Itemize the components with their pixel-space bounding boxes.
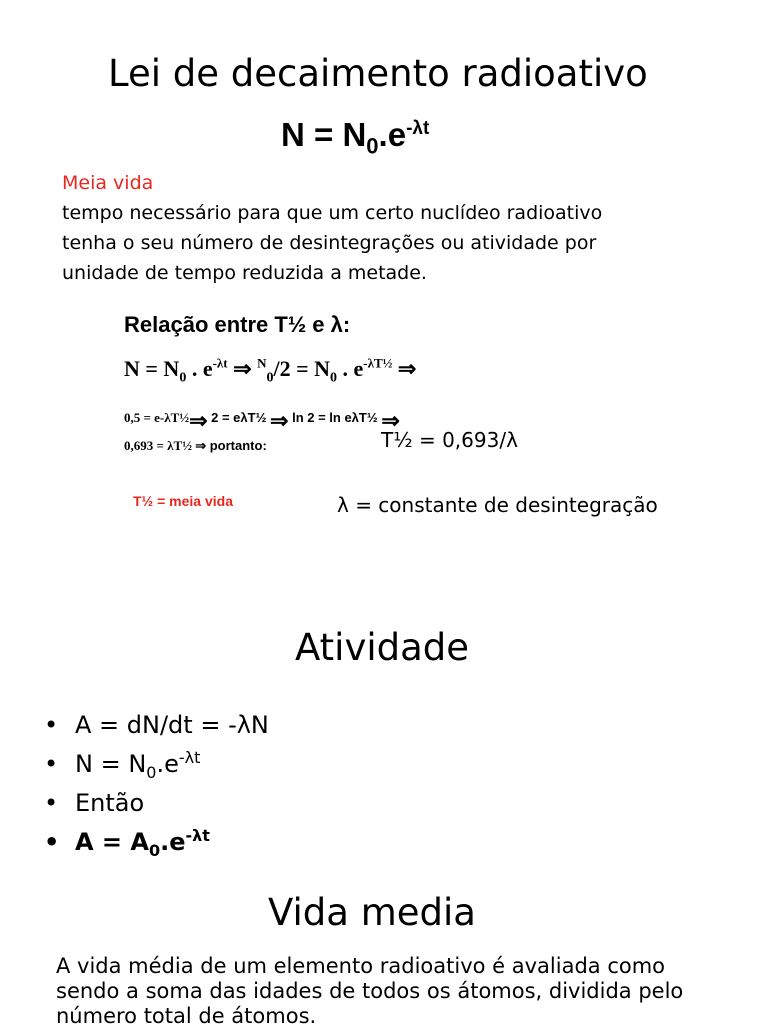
mean-life-title: Vida media (268, 891, 476, 934)
eq1-b: . e (186, 356, 213, 381)
decay-title: Lei de decaimento radioativo (108, 52, 648, 95)
activity-bullet-1 (44, 706, 269, 745)
bullet-4-sub: 0 (148, 840, 161, 860)
activity-bullet-3-text: Então (75, 789, 145, 817)
eq2-arrow-2: ⇒ (270, 408, 289, 433)
activity-bullet-2 (44, 745, 269, 784)
bullet-4-mid: .e (160, 828, 186, 856)
eq1-arrow-1: ⇒ (227, 356, 258, 381)
eq1-c-sub: 0 (266, 370, 274, 386)
eq1-c-sup: N (257, 355, 267, 371)
bullet-2-mid: .e (156, 750, 179, 778)
activity-bullet-list (44, 706, 269, 862)
bullet-2-sup: -λt (178, 748, 201, 767)
activity-bullet-4 (44, 823, 269, 862)
mean-life-line-1: A vida média de um elemento radioativo é avaliada como (56, 954, 666, 978)
decay-formula-sup: -λt (406, 118, 430, 139)
eq1-c: /2 = N (273, 356, 330, 381)
eq1-a: N = N (124, 356, 180, 381)
eq2-arrow-1: ⇒ (189, 408, 208, 433)
eq2-c: ln 2 = ln eλT½ (288, 410, 382, 425)
half-life-result: T½ = 0,693/λ (381, 428, 518, 452)
half-life-label: Meia vida (62, 172, 154, 194)
definition-line-1: tempo necessário para que um certo nuclídeo radioativo (62, 202, 603, 224)
decay-formula-lhs: N = N (281, 116, 367, 153)
bullet-4-lhs: A = A (75, 828, 149, 856)
equation-line-2 (124, 402, 400, 433)
half-life-note: T½ = meia vida (133, 493, 233, 509)
decay-formula-sub: 0 (366, 133, 379, 159)
decay-formula-mid: .e (378, 116, 407, 153)
activity-bullet-1-text: A = dN/dt = -λN (75, 711, 269, 739)
bullet-2-sub: 0 (146, 762, 157, 782)
mean-life-paragraph (56, 954, 746, 1029)
eq1-b-sup: -λt (212, 355, 228, 371)
activity-title: Atividade (295, 626, 470, 669)
definition-line-2: tenha o seu número de desintegrações ou atividade por (62, 232, 597, 254)
eq1-d-sup: -λT½ (363, 355, 393, 371)
eq1-d-sub: 0 (330, 370, 337, 386)
eq1-d: . e (337, 356, 364, 381)
eq3-a: 0,693 = λT½ (124, 438, 196, 453)
eq1-a-sub: 0 (179, 370, 187, 386)
definition-line-3: unidade de tempo reduzida a metade. (62, 262, 427, 284)
lambda-note: λ = constante de desintegração (337, 493, 658, 517)
eq2-a: 0,5 = e-λT½ (124, 410, 190, 425)
eq1-arrow-2: ⇒ (392, 356, 417, 381)
eq3-b: portanto: (206, 438, 267, 453)
decay-formula (281, 116, 430, 159)
bullet-4-sup: -λt (185, 826, 210, 845)
relation-title: Relação entre T½ e λ: (124, 312, 351, 337)
equation-line-1 (124, 355, 417, 386)
equation-line-3 (124, 438, 267, 454)
bullet-2-lhs: N = N (75, 750, 147, 778)
eq2-arrow-3: ⇒ (381, 408, 400, 433)
mean-life-line-3: número total de átomos. (56, 1004, 317, 1028)
mean-life-line-2: sendo a soma das idades de todos os átomos, dividida pelo (56, 979, 684, 1003)
activity-bullet-3 (44, 784, 269, 823)
eq3-arrow: ⇒ (195, 438, 207, 453)
eq2-b: 2 = eλT½ (207, 410, 271, 425)
